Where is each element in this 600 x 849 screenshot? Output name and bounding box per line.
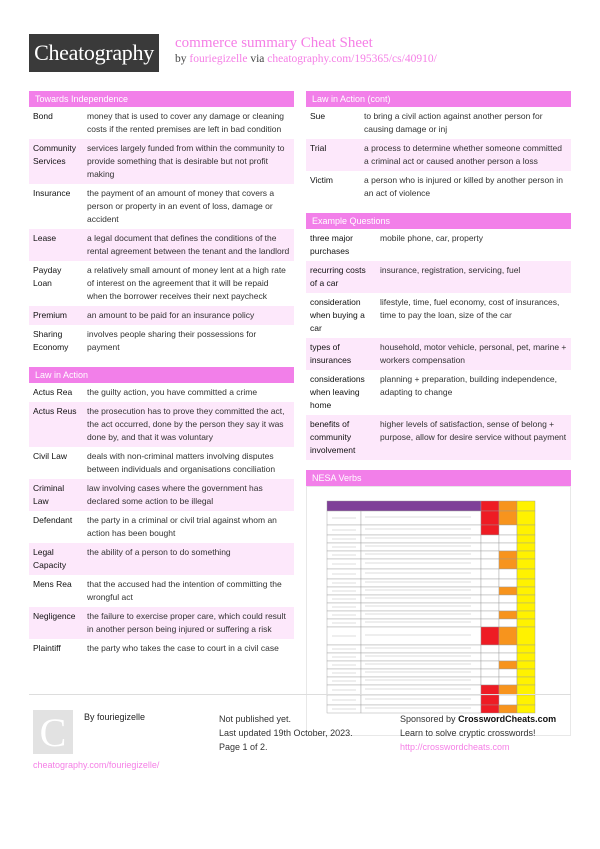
- definition-cell: a legal document that defines the conditions of the rental agreement between the tenant and the landlord: [83, 229, 294, 261]
- definition-cell: involves people sharing their possessions for payment: [87, 329, 257, 352]
- nesa-cell: [517, 559, 535, 569]
- nesa-cell: [517, 619, 535, 627]
- table-row: [306, 139, 571, 171]
- nesa-cell: [481, 611, 499, 619]
- nesa-cell: [499, 525, 517, 535]
- nesa-cell: [499, 551, 517, 559]
- nesa-cell: [481, 645, 499, 653]
- table-row: [306, 171, 571, 203]
- nesa-cell: [361, 661, 481, 669]
- table-row: [306, 338, 571, 370]
- term-cell: Actus Reus: [29, 402, 83, 447]
- term-cell: Sharing Economy: [33, 329, 69, 352]
- nesa-cell: [481, 695, 499, 705]
- table-row: [306, 370, 571, 415]
- nesa-cell: [517, 535, 535, 543]
- nesa-cell: [517, 525, 535, 535]
- definition-cell: the party who takes the case to court in a civil case: [87, 643, 279, 653]
- nesa-cell: [361, 611, 481, 619]
- table-row: [29, 261, 294, 306]
- nesa-cell: [481, 653, 499, 661]
- section-header: Example Questions: [306, 213, 571, 229]
- by-label: by: [175, 53, 187, 65]
- term-cell: Premium: [29, 306, 83, 325]
- nesa-cell: [361, 559, 481, 569]
- glossary-table: [306, 107, 571, 203]
- cheatography-logo[interactable]: Cheatography: [29, 34, 159, 72]
- table-row: [306, 229, 571, 261]
- nesa-cell: [481, 677, 499, 685]
- term-cell: considerations when leaving home: [310, 374, 365, 410]
- nesa-cell: [499, 645, 517, 653]
- section-header: Law in Action: [29, 367, 294, 383]
- term-cell: Victim: [310, 175, 333, 185]
- right-column: [306, 91, 571, 746]
- definition-cell: mobile phone, car, property: [380, 233, 484, 243]
- section-law-in-action-cont: [306, 91, 571, 203]
- nesa-cell: [499, 587, 517, 595]
- nesa-cell: [499, 501, 517, 511]
- term-cell: Trial: [306, 139, 360, 171]
- nesa-cell: [481, 501, 499, 511]
- term-cell: types of insurances: [306, 338, 376, 370]
- nesa-cell: [481, 627, 499, 645]
- nesa-cell: [481, 511, 499, 525]
- nesa-cell: [517, 511, 535, 525]
- nesa-cell: [517, 645, 535, 653]
- sponsor-line: [400, 712, 556, 726]
- table-row: [306, 293, 571, 338]
- table-row: [29, 383, 294, 402]
- footer-publish-info: [219, 712, 353, 754]
- term-cell: Payday Loan: [33, 265, 62, 288]
- nesa-cell: [517, 501, 535, 511]
- term-cell: Legal Capacity: [29, 543, 83, 575]
- definition-cell: law involving cases where the government has declared some action to be illegal: [83, 479, 294, 511]
- footer-sponsor: [400, 712, 556, 754]
- section-law-in-action: [29, 367, 294, 658]
- nesa-cell: [361, 619, 481, 627]
- author-avatar: C: [33, 710, 73, 754]
- term-cell: three major purchases: [310, 233, 353, 256]
- nesa-cell: [361, 653, 481, 661]
- table-row: [29, 325, 294, 357]
- definition-cell: the payment of an amount of money that covers a person or property in an event of loss, damage or accident: [87, 188, 275, 224]
- nesa-cell: [517, 569, 535, 579]
- term-cell: Actus Rea: [33, 387, 73, 397]
- glossary-table: [306, 229, 571, 460]
- nesa-cell: [517, 611, 535, 619]
- nesa-cell: [517, 579, 535, 587]
- definition-cell: an amount to be paid for an insurance policy: [83, 306, 294, 325]
- sponsor-name: CrosswordCheats.com: [458, 714, 557, 724]
- sheet-title: commerce summary Cheat Sheet: [175, 35, 373, 51]
- nesa-cell: [361, 645, 481, 653]
- table-row: [29, 306, 294, 325]
- definition-cell: household, motor vehicle, personal, pet, marine + workers compensation: [376, 338, 571, 370]
- nesa-cell: [481, 669, 499, 677]
- nesa-cell: [481, 619, 499, 627]
- left-column: [29, 91, 294, 668]
- term-cell: Criminal Law: [29, 479, 83, 511]
- term-cell: Sue: [310, 111, 326, 121]
- nesa-cell: [481, 587, 499, 595]
- nesa-cell: [481, 559, 499, 569]
- term-cell: Negligence: [29, 607, 83, 639]
- nesa-cell: [361, 551, 481, 559]
- nesa-cell: [481, 525, 499, 535]
- nesa-cell: [499, 595, 517, 603]
- table-row: [29, 402, 294, 447]
- section-example-questions: [306, 213, 571, 460]
- definition-cell: services largely funded from within the community to provide something that is desirable but not profit making: [83, 139, 294, 184]
- table-row: [29, 575, 294, 607]
- nesa-cell: [517, 669, 535, 677]
- author-link[interactable]: fouriegizelle: [189, 53, 248, 65]
- nesa-cell: [517, 677, 535, 685]
- nesa-cell: [499, 611, 517, 619]
- table-row: [29, 543, 294, 575]
- section-header: Towards Independence: [29, 91, 294, 107]
- nesa-cell: [499, 543, 517, 551]
- nesa-cell: [499, 569, 517, 579]
- table-row: [29, 229, 294, 261]
- byline: [175, 53, 437, 65]
- definition-cell: the party in a criminal or civil trial against whom an action has been bought: [87, 515, 277, 538]
- nesa-cell: [481, 551, 499, 559]
- table-row: [29, 184, 294, 229]
- section-header: Law in Action (cont): [306, 91, 571, 107]
- definition-cell: the guilty action, you have committed a crime: [87, 387, 258, 397]
- nesa-cell: [361, 695, 481, 705]
- nesa-cell: [517, 653, 535, 661]
- term-cell: Bond: [33, 111, 53, 121]
- definition-cell: the failure to exercise proper care, which could result in another person being injured or suffering a risk: [83, 607, 294, 639]
- table-row: [306, 107, 571, 139]
- table-row: [29, 607, 294, 639]
- table-row: [29, 479, 294, 511]
- section-towards-independence: [29, 91, 294, 357]
- term-cell: Community Services: [29, 139, 83, 184]
- nesa-cell: [361, 525, 481, 535]
- table-row: [29, 447, 294, 479]
- nesa-cell: [361, 587, 481, 595]
- nesa-cell: [499, 653, 517, 661]
- definition-cell: insurance, registration, servicing, fuel: [376, 261, 571, 293]
- table-row: [29, 511, 294, 543]
- term-cell: Civil Law: [33, 451, 68, 461]
- nesa-cell: [517, 595, 535, 603]
- nesa-cell: [361, 543, 481, 551]
- definition-cell: a person who is injured or killed by another person in an act of violence: [364, 175, 563, 198]
- page-number: Page 1 of 2.: [219, 742, 268, 752]
- nesa-cell: [517, 543, 535, 551]
- nesa-cell: [361, 627, 481, 645]
- definition-cell: to bring a civil action against another person for causing damage or inj: [364, 111, 543, 134]
- section-header: NESA Verbs: [306, 470, 571, 486]
- nesa-cell: [499, 535, 517, 543]
- definition-cell: money that is used to cover any damage or cleaning costs if the rented premises are left in bad condition: [87, 111, 285, 134]
- nesa-cell: [361, 579, 481, 587]
- nesa-cell: [499, 627, 517, 645]
- sponsor-tagline: Learn to solve cryptic crosswords!: [400, 728, 536, 738]
- nesa-cell: [517, 603, 535, 611]
- nesa-cell: [361, 595, 481, 603]
- nesa-cell: [481, 543, 499, 551]
- nesa-cell: [481, 595, 499, 603]
- nesa-cell: [499, 603, 517, 611]
- footer-divider: [29, 694, 571, 695]
- nesa-cell: [499, 677, 517, 685]
- nesa-cell: [499, 619, 517, 627]
- table-row: [306, 415, 571, 460]
- definition-cell: lifestyle, time, fuel economy, cost of insurances, time to pay the loan, size of the car: [380, 297, 560, 320]
- nesa-cell: [499, 579, 517, 587]
- nesa-cell: [517, 661, 535, 669]
- nesa-cell: [327, 501, 481, 511]
- nesa-cell: [517, 627, 535, 645]
- last-updated: Last updated 19th October, 2023.: [219, 728, 353, 738]
- term-cell: recurring costs of a car: [306, 261, 376, 293]
- nesa-cell: [481, 579, 499, 587]
- section-nesa-verbs: [306, 470, 571, 736]
- definition-cell: planning + preparation, building independence, adapting to change: [380, 374, 557, 397]
- nesa-cell: [481, 661, 499, 669]
- sheet-url-link[interactable]: cheatography.com/195365/cs/40910/: [267, 53, 437, 65]
- definition-cell: that the accused had the intention of committing the wrongful act: [87, 579, 282, 602]
- nesa-cell: [499, 511, 517, 525]
- table-row: [29, 139, 294, 184]
- definition-cell: deals with non-criminal matters involving disputes between individuals and organisations conciliation: [87, 451, 276, 474]
- nesa-cell: [361, 669, 481, 677]
- term-cell: consideration when buying a car: [310, 297, 365, 333]
- table-row: [306, 261, 571, 293]
- nesa-cell: [499, 695, 517, 705]
- definition-cell: higher levels of satisfaction, sense of belong + purpose, allow for desire service without payment: [376, 415, 571, 460]
- nesa-cell: [499, 669, 517, 677]
- term-cell: Insurance: [33, 188, 71, 198]
- glossary-table: [29, 383, 294, 658]
- term-cell: Defendant: [33, 515, 73, 525]
- term-cell: Lease: [29, 229, 83, 261]
- nesa-cell: [517, 587, 535, 595]
- nesa-cell: [361, 603, 481, 611]
- table-row: [29, 639, 294, 658]
- term-cell: benefits of community involvement: [306, 415, 376, 460]
- definition-cell: the ability of a person to do something: [83, 543, 294, 575]
- term-cell: Mens Rea: [33, 579, 72, 589]
- nesa-cell: [517, 551, 535, 559]
- definition-cell: a process to determine whether someone committed a criminal act or caused another person a loss: [360, 139, 571, 171]
- glossary-table: [29, 107, 294, 357]
- footer-author: By fouriegizelle: [84, 712, 146, 722]
- publish-status: Not published yet.: [219, 714, 292, 724]
- nesa-cell: [481, 603, 499, 611]
- nesa-cell: [517, 695, 535, 705]
- nesa-verbs-image-frame: [306, 486, 571, 736]
- nesa-verbs-image: [319, 497, 559, 725]
- nesa-cell: [361, 677, 481, 685]
- sponsor-prefix: Sponsored by: [400, 714, 456, 724]
- nesa-cell: [481, 569, 499, 579]
- sponsor-link[interactable]: http://crosswordcheats.com: [400, 742, 510, 752]
- nesa-cell: [361, 511, 481, 525]
- nesa-cell: [361, 569, 481, 579]
- footer-author-link[interactable]: cheatography.com/fouriegizelle/: [33, 760, 160, 770]
- via-label: via: [250, 53, 265, 65]
- nesa-cell: [499, 661, 517, 669]
- nesa-cell: [499, 559, 517, 569]
- term-cell: Plaintiff: [33, 643, 61, 653]
- definition-cell: the prosecution has to prove they committed the act, the act occurred, done by the person they say it was done by, and that it was voluntary: [83, 402, 294, 447]
- nesa-cell: [481, 535, 499, 543]
- definition-cell: a relatively small amount of money lent at a high rate of interest on the agreement that it will be repaid when the borrower receives their next paycheck: [87, 265, 286, 301]
- table-row: [29, 107, 294, 139]
- nesa-cell: [361, 535, 481, 543]
